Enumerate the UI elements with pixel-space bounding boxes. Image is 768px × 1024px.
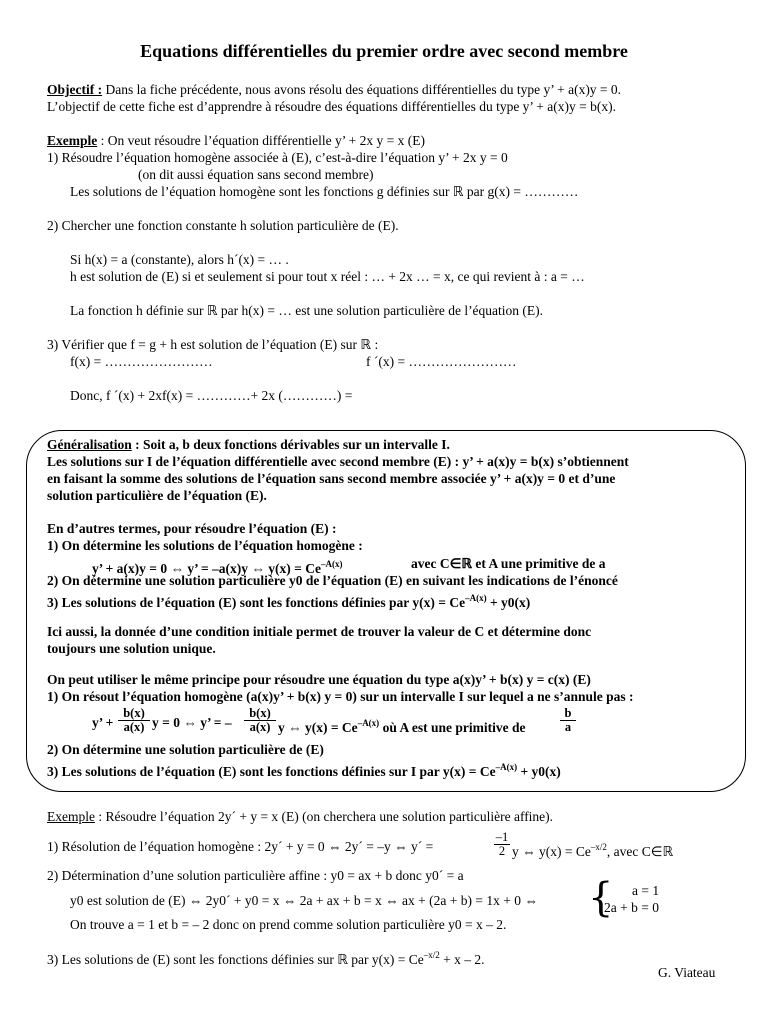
exemple1-step2-a: Si h(x) = a (constante), alors h´(x) = … . (70, 252, 289, 267)
gen-line-16 (47, 759, 561, 780)
exemple1-step3-fprime: f ´(x) = …………………… (366, 354, 517, 369)
gen-line-16-tail: + y0(x) (517, 764, 561, 779)
exemple2-step3 (47, 947, 485, 968)
gen-line-5: En d’autres termes, pour résoudre l’équation (E) : (47, 521, 337, 536)
gen-line-11: toujours une solution unique. (47, 641, 216, 656)
objectif-label: Objectif : (47, 82, 103, 97)
gen-line-3: en faisant la somme des solutions de l’équation sans second membre associée y’ + a(x)y = 0 et d’une (47, 471, 616, 486)
exemple1-step3: 3) Vérifier que f = g + h est solution de l’équation (E) sur ℝ : (47, 337, 379, 352)
gen-line-14-mid: y = 0 ⇔ y’ = – (152, 715, 232, 730)
exemple2-step2: 2) Détermination d’une solution particulière affine : y0 = ax + b donc y0´ = a (47, 868, 464, 883)
fraction-minus-one-half (494, 831, 510, 858)
gen-line-10: Ici aussi, la donnée d’une condition initiale permet de trouver la valeur de C et détermine donc (47, 624, 592, 639)
gen-line-14-eq: y ⇔ y(x) = Ce (278, 720, 358, 735)
exemple1-step2-c: La fonction h définie sur ℝ par h(x) = … est une solution particulière de l’équation (E). (70, 303, 544, 318)
objectif-line-1 (47, 82, 621, 98)
gen-line-2: Les solutions sur I de l’équation différentielle avec second membre (E) : y’ + a(x)y = b(x) s’obtiennent (47, 454, 629, 469)
exemple2-intro (47, 809, 553, 825)
gen-line-8: 2) On détermine une solution particulière y0 de l’équation (E) en suivant les indications de l’énoncé (47, 573, 618, 588)
exemple2-step1 (47, 839, 433, 855)
fraction-numerator: b(x) (123, 706, 145, 720)
exemple2-intro-text: : Résoudre l’équation 2y´ + y = x (E) (on cherchera une solution particulière affine). (94, 809, 554, 824)
exemple1-intro-text: : On veut résoudre l’équation différentielle y’ + 2x y = x (E) (97, 133, 426, 148)
fraction-denominator: a(x) (118, 720, 150, 734)
gen-line-13: 1) On résout l’équation homogène (a(x)y’ + b(x) y = 0) sur un intervalle I sur lequel a ne s’annule pas : (47, 689, 634, 704)
gen-line-14-tail: où A est une primitive de (379, 720, 526, 735)
gen-line-14-start: y’ + (92, 715, 114, 730)
exemple2-step3-tail: + x – 2. (439, 952, 485, 967)
fraction-b-over-a (118, 707, 150, 734)
fraction-b-a (560, 707, 576, 734)
gen-line-16-text: 3) Les solutions de l’équation (E) sont les fonctions définies sur I par y(x) = Ce (47, 764, 496, 779)
exemple2-step1-text: 1) Résolution de l’équation homogène : 2y´ + y = 0 ⇔ 2y´ = –y ⇔ y´ = (47, 839, 434, 854)
fraction-4-denominator: 2 (494, 844, 510, 858)
gen-line-9 (47, 590, 530, 611)
fraction-2-numerator: b(x) (249, 706, 271, 720)
exemple1-step2: 2) Chercher une fonction constante h solution particulière de (E). (47, 218, 399, 233)
objectif-line-2: L’objectif de cette fiche est d’apprendre à résoudre des équations différentielles du type y’ + a(x)y = b(x). (47, 99, 617, 114)
exemple2-label: Exemple (47, 809, 95, 824)
exemple2-step2-a: y0 est solution de (E) ⇔ 2y0´ + y0 = x ⇔ 2a + ax + b = x ⇔ ax + (2a + b) = 1x + 0 ⇔ (70, 893, 538, 908)
gen-line-15: 2) On détermine une solution particulière de (E) (47, 742, 324, 757)
exemple1-step3-f: f(x) = …………………… (70, 354, 213, 369)
gen-line-7-eq: y’ + a(x)y = 0 ⇔ y’ = –a(x)y ⇔ y(x) = Ce (92, 561, 321, 576)
gen-line-6: 1) On détermine les solutions de l’équation homogène : (47, 538, 363, 553)
exemple2-step2-b: On trouve a = 1 et b = – 2 donc on prend comme solution particulière y0 = x – 2. (70, 917, 507, 932)
fraction-3-numerator: b (564, 706, 572, 720)
exemple2-step3-exponent: –x/2 (423, 950, 440, 960)
system-brace: { (588, 875, 614, 921)
exemple1-step1-solutions: Les solutions de l’équation homogène sont les fonctions g définies sur ℝ par g(x) = ………… (70, 184, 579, 199)
gen-line-14-exponent: –A(x) (357, 718, 380, 728)
page-title: Equations différentielles du premier ordre avec second membre (140, 41, 628, 61)
exemple1-step3-donc: Donc, f ´(x) + 2xf(x) = …………+ 2x (…………) = (70, 388, 353, 403)
exemple1-step1-note: (on dit aussi équation sans second membre) (138, 167, 374, 182)
gen-line-9-tail: + y0(x) (486, 595, 531, 610)
gen-line-1-text: : Soit a, b deux fonctions dérivables sur un intervalle I. (131, 437, 450, 452)
system-eq-1: a = 1 (632, 883, 660, 898)
gen-line-12: On peut utiliser le même principe pour résoudre une équation du type a(x)y’ + b(x) y = c(x) (E) (47, 672, 591, 687)
gen-line-7-exponent: –A(x) (320, 559, 343, 569)
exemple2-step1-end (512, 839, 673, 860)
exemple1-label: Exemple (47, 133, 98, 148)
gen-line-1 (47, 437, 450, 453)
exemple2-step1-cond: , avec C∈ℝ (606, 844, 674, 859)
exemple2-step1-exponent: –x/2 (590, 842, 607, 852)
gen-line-16-exponent: –A(x) (495, 762, 518, 772)
gen-line-9-exponent: –A(x) (465, 593, 487, 603)
gen-line-9-text: 3) Les solutions de l’équation (E) sont les fonctions définies par y(x) = Ce (47, 595, 466, 610)
gen-line-14-end (278, 715, 525, 736)
gen-line-4: solution particulière de l’équation (E). (47, 488, 267, 503)
exemple1-intro (47, 133, 425, 149)
exemple2-step3-text: 3) Les solutions de (E) sont les fonctions définies sur ℝ par y(x) = Ce (47, 952, 424, 967)
fraction-4-numerator: –1 (495, 830, 509, 844)
fraction-3-denominator: a (560, 720, 576, 734)
gen-line-7-cond: avec C∈ℝ et A une primitive de a (411, 556, 606, 571)
exemple1-step2-b: h est solution de (E) si et seulement si pour tout x réel : … + 2x … = x, ce qui revient à : a = … (70, 269, 585, 284)
fraction-b-over-a-2 (244, 707, 276, 734)
fraction-2-denominator: a(x) (244, 720, 276, 734)
objectif-text-1: Dans la fiche précédente, nous avons résolu des équations différentielles du type y’ + a(x)y = 0. (102, 82, 622, 97)
system-eq-2: 2a + b = 0 (604, 900, 659, 915)
author-signature: G. Viateau (658, 965, 716, 980)
generalisation-label: Généralisation (47, 437, 132, 452)
exemple1-step1: 1) Résoudre l’équation homogène associée à (E), c’est-à-dire l’équation y’ + 2x y = 0 (47, 150, 508, 165)
exemple2-step1-eq: y ⇔ y(x) = Ce (512, 844, 591, 859)
